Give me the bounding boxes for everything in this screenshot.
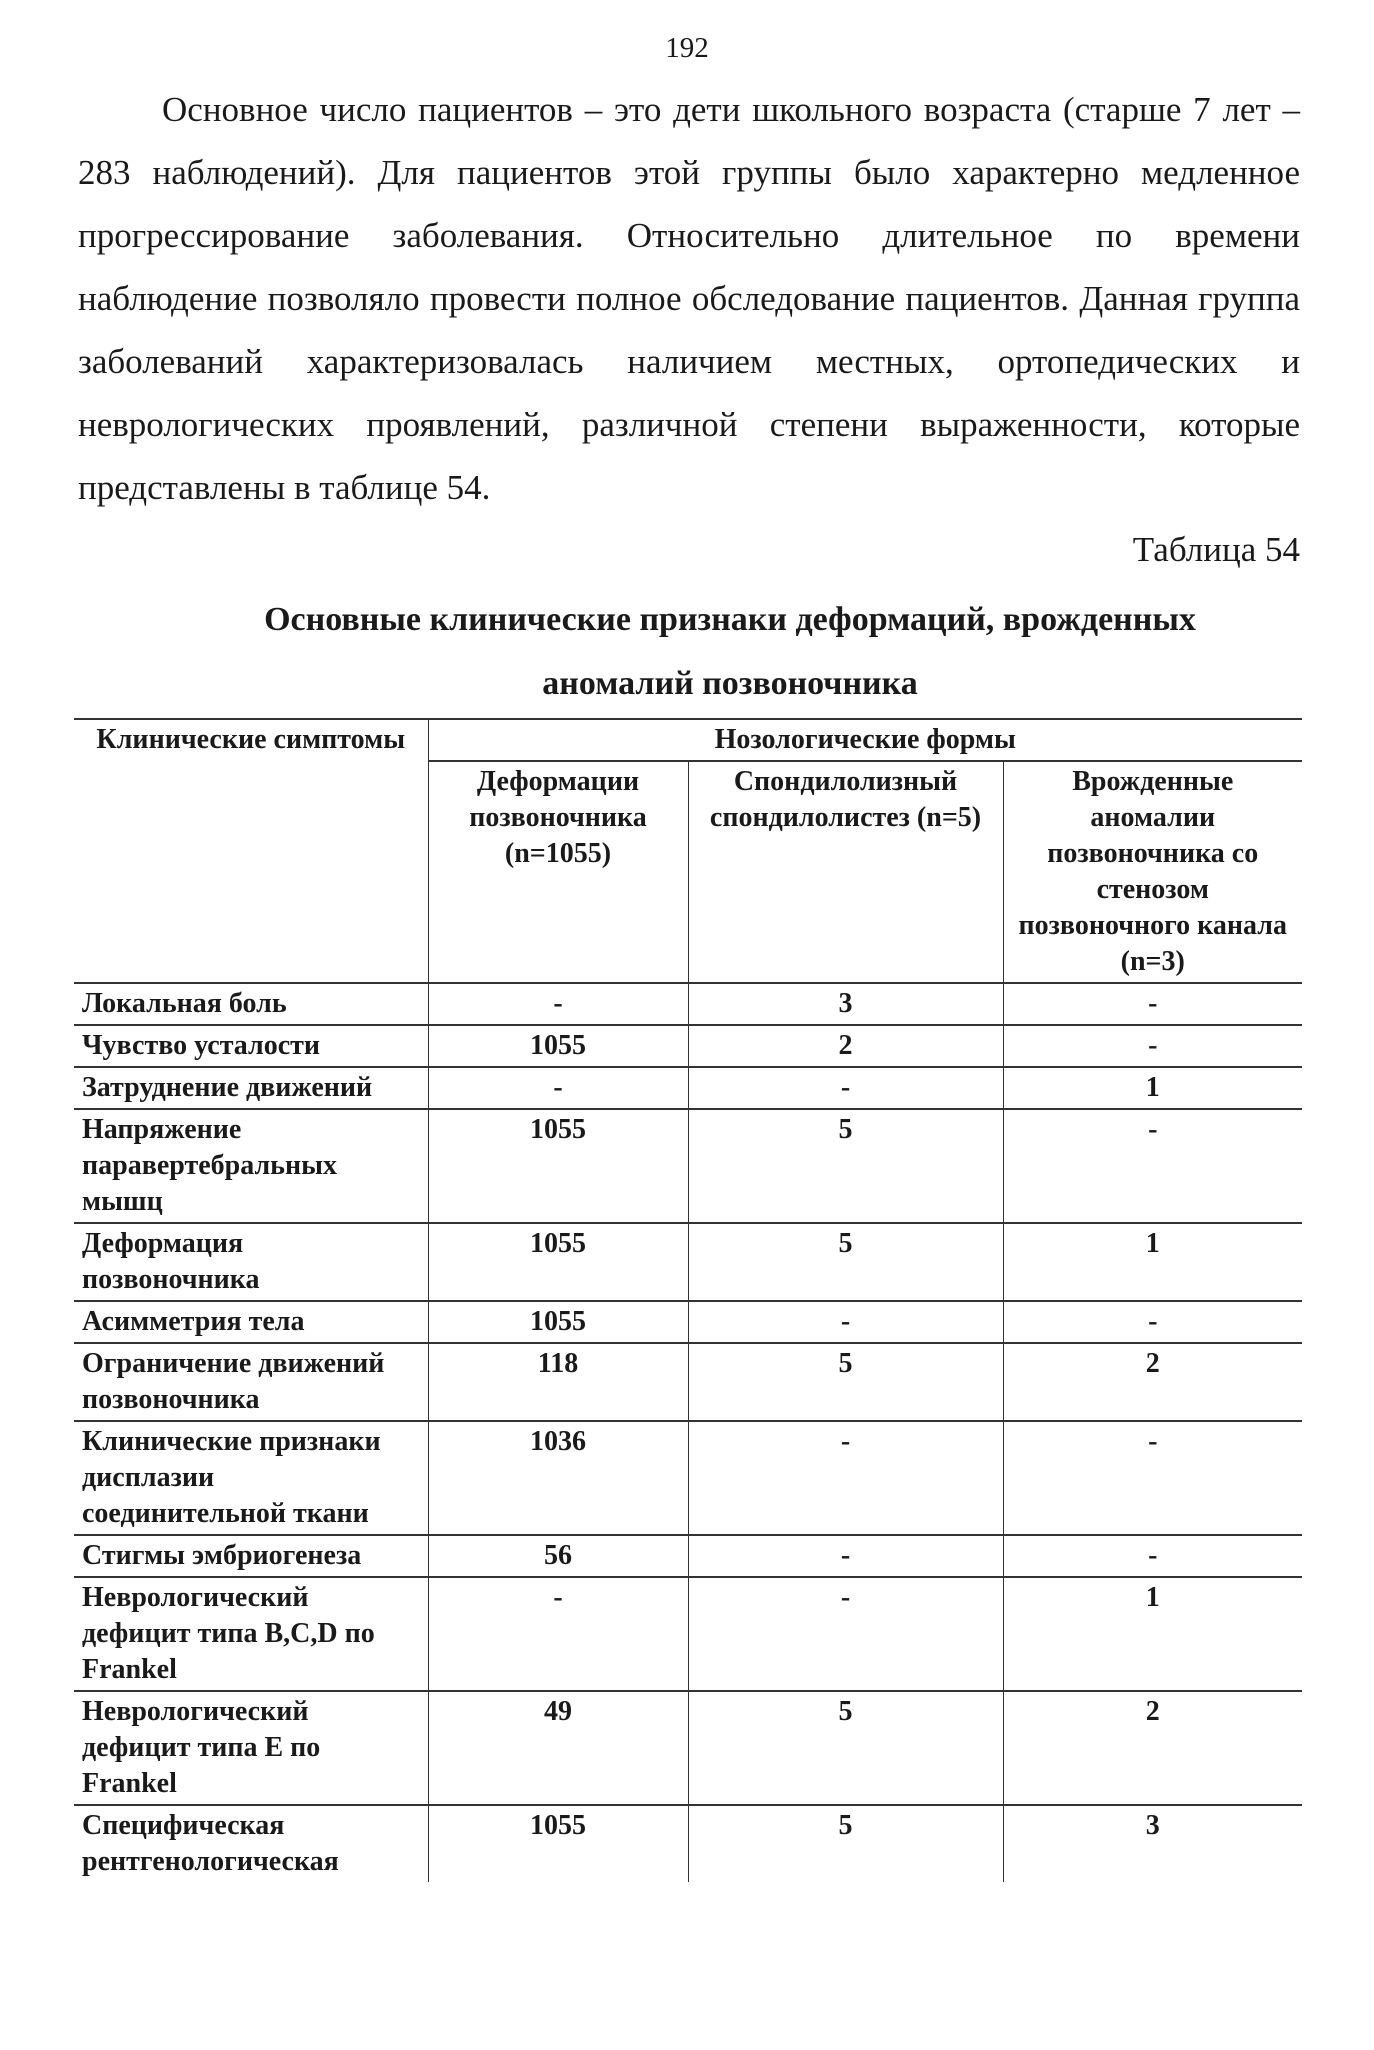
congenital-cell: - (1003, 1109, 1302, 1223)
table-row (74, 1067, 1302, 1109)
spondylolisthesis-cell: 2 (688, 1025, 1003, 1067)
symptom-cell: Чувство усталости (74, 1025, 428, 1067)
deformation-cell: 56 (428, 1535, 688, 1577)
header-congenital-anomalies: Врожденные аномалии позвоночника со стенозом позвоночного канала (n=3) (1003, 761, 1302, 983)
clinical-signs-table-container (74, 718, 1302, 1882)
body-paragraph: Основное число пациентов – это дети школьного возраста (старше 7 лет – 283 наблюдений). Для пациентов этой группы было характерно медленное прогрессирование заболевания. Относительно длительное по времени наблюдение позволяло провести полное обследование пациентов. Данная группа заболеваний характеризовалась наличием местных, ортопедических и неврологических проявлений, различной степени выраженности, которые представлены в таблице 54. (78, 90, 1300, 507)
table-row (74, 1691, 1302, 1805)
deformation-cell: - (428, 983, 688, 1025)
congenital-cell: 1 (1003, 1223, 1302, 1301)
symptom-cell: Неврологический дефицит типа В,С,D по Frankel (74, 1577, 428, 1691)
page-number: 192 (665, 32, 709, 64)
spondylolisthesis-cell: 5 (688, 1691, 1003, 1805)
congenital-cell: - (1003, 983, 1302, 1025)
spondylolisthesis-cell: 5 (688, 1109, 1003, 1223)
spondylolisthesis-cell: - (688, 1421, 1003, 1535)
congenital-cell: 2 (1003, 1343, 1302, 1421)
table-row (74, 1109, 1302, 1223)
deformation-cell: - (428, 1577, 688, 1691)
header-spondylolisthesis: Спондилолизный спондилолистез (n=5) (688, 761, 1003, 983)
congenital-cell: - (1003, 1301, 1302, 1343)
table-title (130, 588, 1330, 716)
table-row (74, 1535, 1302, 1577)
congenital-cell: 1 (1003, 1577, 1302, 1691)
symptom-cell: Напряжение паравертебральных мышц (74, 1109, 428, 1223)
spondylolisthesis-cell: 3 (688, 983, 1003, 1025)
deformation-cell: 49 (428, 1691, 688, 1805)
table-row (74, 1343, 1302, 1421)
table-header-row (74, 719, 1302, 761)
table-row (74, 1301, 1302, 1343)
table-row (74, 983, 1302, 1025)
table-title-line1: Основные клинические признаки деформаций, врожденных (264, 601, 1196, 638)
congenital-cell: - (1003, 1535, 1302, 1577)
congenital-cell: 3 (1003, 1805, 1302, 1882)
spondylolisthesis-cell: 5 (688, 1223, 1003, 1301)
symptom-cell: Деформация позвоночника (74, 1223, 428, 1301)
deformation-cell: 1055 (428, 1301, 688, 1343)
deformation-cell: - (428, 1067, 688, 1109)
symptom-cell: Клинические признаки дисплазии соединительной ткани (74, 1421, 428, 1535)
congenital-cell: - (1003, 1421, 1302, 1535)
deformation-cell: 1055 (428, 1805, 688, 1882)
spondylolisthesis-cell: - (688, 1577, 1003, 1691)
table-row (74, 1223, 1302, 1301)
symptom-cell: Затруднение движений (74, 1067, 428, 1109)
congenital-cell: - (1003, 1025, 1302, 1067)
table-row (74, 1577, 1302, 1691)
symptom-cell: Ограничение движений позвоночника (74, 1343, 428, 1421)
deformation-cell: 1055 (428, 1223, 688, 1301)
spondylolisthesis-cell: - (688, 1067, 1003, 1109)
deformation-cell: 1036 (428, 1421, 688, 1535)
table-row (74, 1421, 1302, 1535)
deformation-cell: 1055 (428, 1109, 688, 1223)
table-label: Таблица 54 (1132, 530, 1300, 569)
symptom-cell: Стигмы эмбриогенеза (74, 1535, 428, 1577)
deformation-cell: 118 (428, 1343, 688, 1421)
symptom-cell: Специфическая рентгенологическая (74, 1805, 428, 1882)
deformation-cell: 1055 (428, 1025, 688, 1067)
clinical-signs-table (74, 718, 1302, 1882)
table-row (74, 1025, 1302, 1067)
congenital-cell: 2 (1003, 1691, 1302, 1805)
symptom-cell: Асимметрия тела (74, 1301, 428, 1343)
symptom-cell: Локальная боль (74, 983, 428, 1025)
header-deformation: Деформации позвоночника (n=1055) (428, 761, 688, 983)
header-symptoms: Клинические симптомы (74, 719, 428, 983)
header-nosological-forms: Нозологические формы (428, 719, 1302, 761)
congenital-cell: 1 (1003, 1067, 1302, 1109)
spondylolisthesis-cell: 5 (688, 1805, 1003, 1882)
spondylolisthesis-cell: - (688, 1535, 1003, 1577)
spondylolisthesis-cell: - (688, 1301, 1003, 1343)
spondylolisthesis-cell: 5 (688, 1343, 1003, 1421)
table-title-line2: аномалий позвоночника (542, 665, 918, 702)
table-row (74, 1805, 1302, 1882)
symptom-cell: Неврологический дефицит типа Е по Frankel (74, 1691, 428, 1805)
